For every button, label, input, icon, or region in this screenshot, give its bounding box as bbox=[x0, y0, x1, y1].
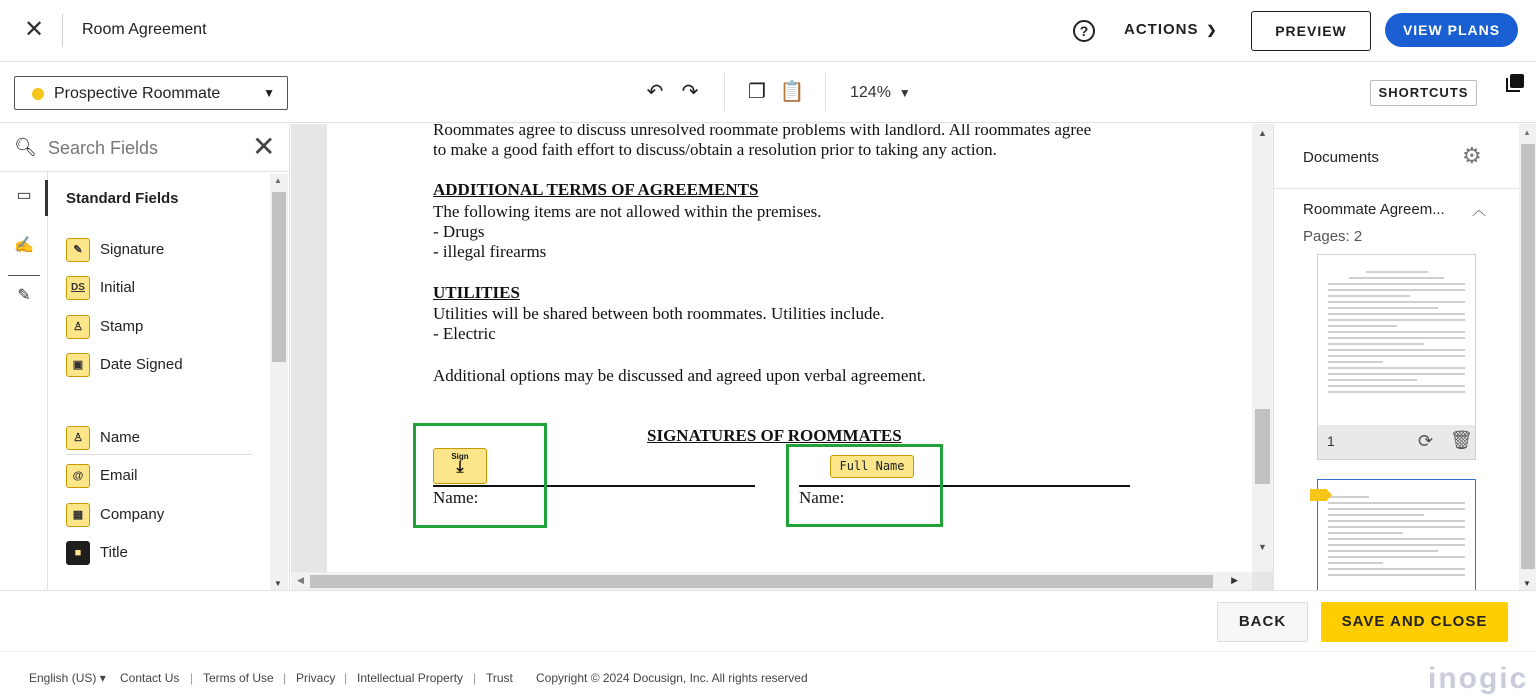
chevron-up-icon[interactable]: ︿ bbox=[1472, 202, 1486, 218]
footer-link-trust[interactable]: Trust bbox=[486, 671, 513, 685]
signatures-heading: SIGNATURES OF ROOMMATES bbox=[647, 426, 902, 445]
download-arrow-icon: ⤓ bbox=[456, 459, 464, 476]
top-bar bbox=[0, 0, 1536, 62]
footer-link-terms[interactable]: Terms of Use bbox=[203, 671, 274, 685]
scrollbar-thumb[interactable] bbox=[1521, 144, 1535, 569]
document-horizontal-scrollbar[interactable] bbox=[291, 572, 1252, 590]
thumbnail-content bbox=[1328, 271, 1465, 397]
caret-down-icon: ▼ bbox=[263, 86, 275, 100]
doc-text: - Drugs bbox=[433, 222, 485, 241]
clear-search-icon[interactable]: ✕ bbox=[252, 131, 276, 162]
sign-tag-label: Sign bbox=[451, 452, 469, 461]
scroll-right-icon[interactable]: ▶ bbox=[1231, 575, 1238, 585]
link-separator: | bbox=[283, 671, 287, 685]
page-title: Room Agreement bbox=[82, 21, 207, 38]
page-footer bbox=[0, 651, 1536, 699]
link-separator: | bbox=[344, 671, 348, 685]
scroll-up-icon[interactable]: ▲ bbox=[274, 176, 282, 185]
editor-toolbar bbox=[0, 63, 1536, 123]
redo-icon[interactable]: ↷ bbox=[681, 81, 699, 103]
save-and-close-button[interactable]: SAVE AND CLOSE bbox=[1321, 602, 1508, 642]
panel-rail bbox=[0, 172, 48, 590]
footer-link-privacy[interactable]: Privacy bbox=[296, 671, 336, 685]
field-label: Title bbox=[100, 544, 128, 561]
scrollbar-thumb[interactable] bbox=[310, 575, 1213, 588]
documents-title: Documents bbox=[1303, 149, 1379, 166]
search-icon: 🔍︎ bbox=[14, 137, 37, 157]
footer-actions bbox=[0, 590, 1536, 651]
search-fields-input[interactable] bbox=[48, 134, 238, 162]
scroll-down-icon[interactable]: ▼ bbox=[274, 579, 282, 588]
link-separator: | bbox=[473, 671, 477, 685]
gear-icon[interactable]: ⚙ bbox=[1462, 143, 1482, 168]
page-thumbnail-1[interactable] bbox=[1317, 254, 1476, 460]
fields-panel bbox=[0, 124, 290, 590]
pencil-icon[interactable]: ✎ bbox=[17, 287, 31, 304]
full-name-field-tag[interactable]: Full Name bbox=[830, 455, 914, 478]
calendar-icon: ▣ bbox=[66, 353, 90, 377]
page-thumbnail-2[interactable] bbox=[1317, 479, 1476, 590]
doc-text: The following items are not allowed within the premises. bbox=[433, 202, 822, 221]
rail-divider bbox=[8, 275, 40, 276]
footer-link-ip[interactable]: Intellectual Property bbox=[357, 671, 464, 685]
panel-divider bbox=[1274, 188, 1519, 189]
documents-scrollbar[interactable] bbox=[1519, 124, 1536, 590]
documents-stack-icon[interactable] bbox=[1504, 72, 1526, 94]
doc-text: Utilities will be shared between both roommates. Utilities include. bbox=[433, 304, 885, 323]
documents-panel bbox=[1273, 124, 1536, 590]
field-label: Initial bbox=[100, 279, 136, 296]
doc-heading: ADDITIONAL TERMS OF AGREEMENTS bbox=[433, 180, 759, 199]
highlight-box bbox=[413, 423, 547, 528]
doc-text: Roommates agree to discuss unresolved roommate problems with landlord. All roommates agree bbox=[433, 124, 1092, 139]
field-label: Stamp bbox=[100, 318, 144, 335]
field-label: Date Signed bbox=[100, 356, 183, 373]
toolbar-divider bbox=[825, 73, 826, 111]
actions-label: ACTIONS bbox=[1124, 21, 1199, 38]
page-number: 1 bbox=[1327, 433, 1335, 449]
at-icon: @ bbox=[66, 464, 90, 488]
search-bar bbox=[0, 124, 290, 172]
copyright-text: Copyright © 2024 Docusign, Inc. All rights reserved bbox=[536, 671, 808, 685]
doc-text: - Electric bbox=[433, 324, 496, 343]
custom-fields-icon[interactable]: ✍ bbox=[14, 237, 34, 254]
briefcase-icon: ■ bbox=[66, 541, 90, 565]
scroll-down-icon[interactable]: ▼ bbox=[1523, 579, 1531, 588]
document-page[interactable] bbox=[327, 124, 1253, 572]
view-plans-button[interactable]: VIEW PLANS bbox=[1385, 13, 1518, 47]
person-icon: ♙ bbox=[66, 426, 90, 450]
copy-icon[interactable]: ❐ bbox=[748, 81, 766, 103]
doc-text: to make a good faith effort to discuss/obtain a resolution prior to taking any action. bbox=[433, 140, 997, 159]
scrollbar-thumb[interactable] bbox=[272, 192, 286, 362]
field-label: Name bbox=[100, 429, 141, 446]
page-count: Pages: 2 bbox=[1303, 228, 1363, 245]
document-canvas bbox=[291, 124, 1273, 590]
field-label: Signature bbox=[100, 241, 165, 258]
scroll-left-icon[interactable]: ◀ bbox=[297, 575, 304, 585]
caret-down-icon: ▼ bbox=[898, 86, 911, 100]
back-button[interactable]: BACK bbox=[1217, 602, 1308, 642]
thumbnail-footer bbox=[1318, 425, 1475, 459]
scroll-up-icon[interactable]: ▲ bbox=[1258, 128, 1267, 138]
fields-scrollbar[interactable] bbox=[270, 174, 288, 590]
fields-tab-icon[interactable]: ▭ bbox=[16, 187, 32, 204]
ds-icon: DS bbox=[66, 276, 90, 300]
doc-heading: UTILITIES bbox=[433, 283, 520, 302]
pen-icon: ✎ bbox=[66, 238, 90, 262]
trash-icon[interactable]: 🗑︎ bbox=[1450, 430, 1473, 450]
scrollbar-thumb[interactable] bbox=[1255, 409, 1270, 484]
highlight-box bbox=[786, 444, 943, 527]
scroll-down-icon[interactable]: ▼ bbox=[1258, 542, 1267, 552]
document-name[interactable]: Roommate Agreem... bbox=[1303, 201, 1445, 218]
preview-button[interactable]: PREVIEW bbox=[1251, 11, 1371, 51]
field-label: Company bbox=[100, 506, 165, 523]
toolbar-divider bbox=[724, 73, 725, 111]
list-divider bbox=[66, 454, 252, 455]
field-label: Email bbox=[100, 467, 138, 484]
doc-text: Additional options may be discussed and agreed upon verbal agreement. bbox=[433, 366, 926, 385]
recipient-select[interactable] bbox=[14, 76, 288, 110]
chevron-down-icon: ❯ bbox=[1206, 23, 1218, 37]
undo-icon[interactable]: ↶ bbox=[646, 81, 664, 103]
document-vertical-scrollbar[interactable] bbox=[1252, 124, 1273, 572]
paste-icon[interactable]: 📋 bbox=[779, 81, 805, 103]
standard-fields-list bbox=[48, 172, 270, 590]
thumbnail-content bbox=[1328, 496, 1465, 580]
zoom-select[interactable] bbox=[850, 84, 911, 102]
recipient-color-dot bbox=[32, 88, 44, 100]
zoom-value: 124% bbox=[850, 84, 891, 101]
building-icon: ▦ bbox=[66, 503, 90, 527]
shortcuts-button[interactable]: SHORTCUTS bbox=[1370, 80, 1477, 106]
divider bbox=[62, 14, 63, 47]
stamp-icon: ♙ bbox=[66, 315, 90, 339]
doc-text: - illegal firearms bbox=[433, 242, 547, 261]
link-separator: | bbox=[190, 671, 194, 685]
actions-menu[interactable] bbox=[1124, 21, 1218, 38]
name-label: Name: bbox=[433, 488, 479, 507]
close-icon[interactable]: ✕ bbox=[23, 16, 45, 43]
help-icon[interactable]: ? bbox=[1073, 20, 1095, 42]
watermark-logo: inogic bbox=[1428, 662, 1529, 695]
footer-link-contact[interactable]: Contact Us bbox=[120, 671, 180, 685]
section-title: Standard Fields bbox=[66, 190, 179, 207]
language-select[interactable]: English (US) ▾ bbox=[29, 671, 106, 685]
recipient-label: Prospective Roommate bbox=[54, 85, 221, 102]
rotate-icon[interactable]: ⟳ bbox=[1418, 431, 1434, 451]
name-label: Name: bbox=[799, 488, 845, 507]
scroll-up-icon[interactable]: ▲ bbox=[1523, 128, 1531, 137]
